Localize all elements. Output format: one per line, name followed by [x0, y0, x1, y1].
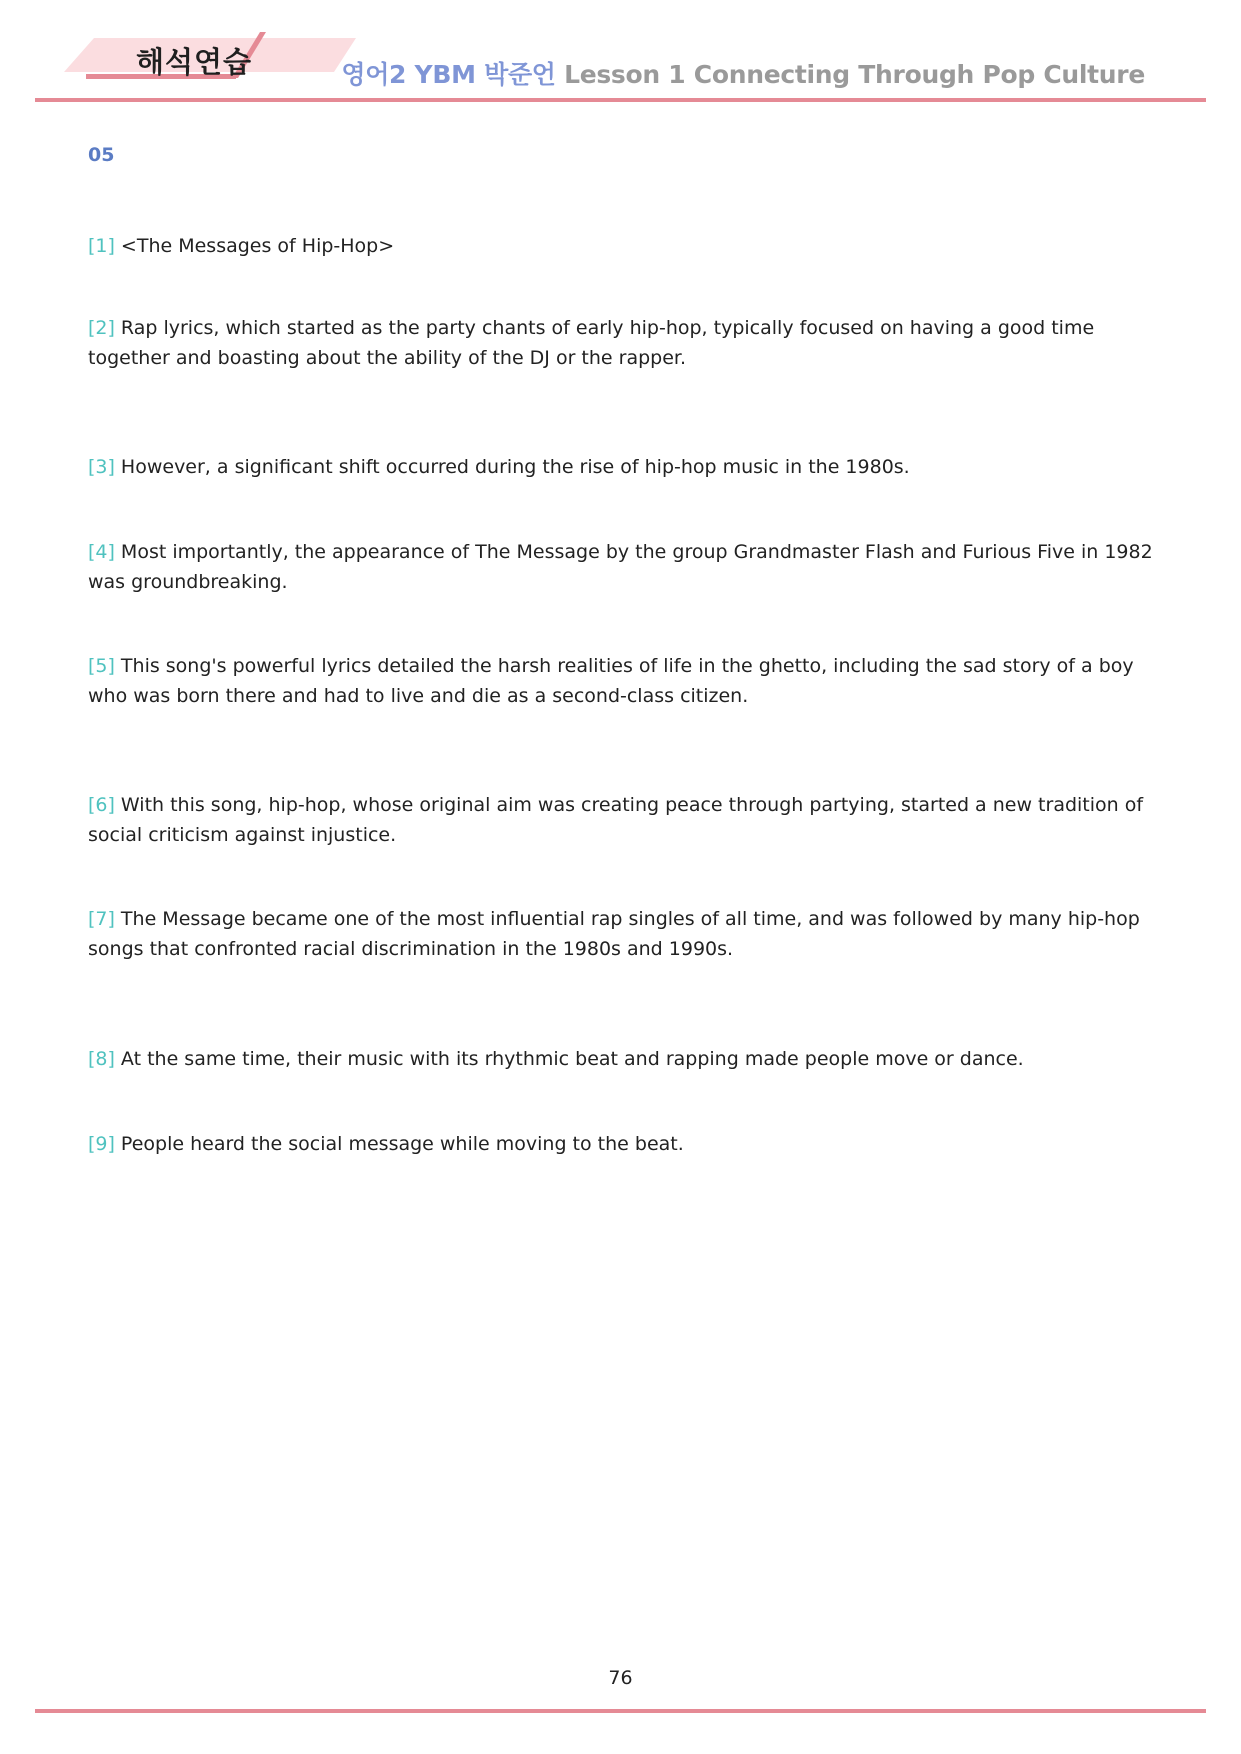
sentence-text: The Message became one of the most influential rap singles of all time, and was followed by many hip-hop songs that confronted racial discrimination in the 1980s and 1990s. — [88, 908, 1140, 960]
sentence-8 — [88, 1044, 1168, 1074]
sentence-text: At the same time, their music with its rhythmic beat and rapping made people move or dance. — [120, 1048, 1024, 1070]
sentence-marker: [1] — [88, 235, 115, 257]
sentence-4 — [88, 537, 1168, 597]
badge-label: 해석연습 — [136, 45, 253, 79]
page-number: 76 — [608, 1667, 633, 1689]
header-lesson: Lesson 1 Connecting Through Pop Culture — [564, 60, 1145, 89]
header-title — [341, 55, 1145, 91]
sentence-1 — [88, 231, 1168, 261]
section-number: 05 — [88, 144, 115, 166]
sentence-marker: [7] — [88, 908, 115, 930]
sentence-2 — [88, 313, 1168, 373]
sentence-7 — [88, 904, 1168, 964]
footer-rule — [35, 1709, 1206, 1713]
page-header — [0, 0, 1241, 110]
sentence-text: With this song, hip-hop, whose original aim was creating peace through partying, started a new tradition of social criticism against injustice. — [88, 794, 1144, 846]
sentence-3 — [88, 452, 1168, 482]
header-rule — [35, 98, 1206, 102]
sentence-9 — [88, 1129, 1168, 1159]
sentence-text: <The Messages of Hip-Hop> — [120, 235, 395, 257]
sentence-text: People heard the social message while moving to the beat. — [120, 1133, 684, 1155]
sentence-text: Most importantly, the appearance of The Message by the group Grandmaster Flash and Furious Five in 1982 was groundbreaking. — [88, 541, 1153, 593]
sentence-text: However, a significant shift occurred during the rise of hip-hop music in the 1980s. — [120, 456, 910, 478]
sentence-marker: [9] — [88, 1133, 115, 1155]
sentence-marker: [5] — [88, 655, 115, 677]
sentence-marker: [4] — [88, 541, 115, 563]
sentence-text: This song's powerful lyrics detailed the harsh realities of life in the ghetto, including the sad story of a boy who was born there and had to live and die as a second-class citizen. — [88, 655, 1134, 707]
header-course: 영어2 YBM 박준언 — [341, 60, 556, 89]
sentence-6 — [88, 790, 1168, 850]
section-badge — [64, 32, 364, 90]
sentence-marker: [3] — [88, 456, 115, 478]
sentence-text: Rap lyrics, which started as the party chants of early hip-hop, typically focused on having a good time together and boasting about the ability of the DJ or the rapper. — [88, 317, 1095, 369]
sentence-marker: [8] — [88, 1048, 115, 1070]
sentence-marker: [6] — [88, 794, 115, 816]
sentence-5 — [88, 651, 1168, 711]
sentence-marker: [2] — [88, 317, 115, 339]
